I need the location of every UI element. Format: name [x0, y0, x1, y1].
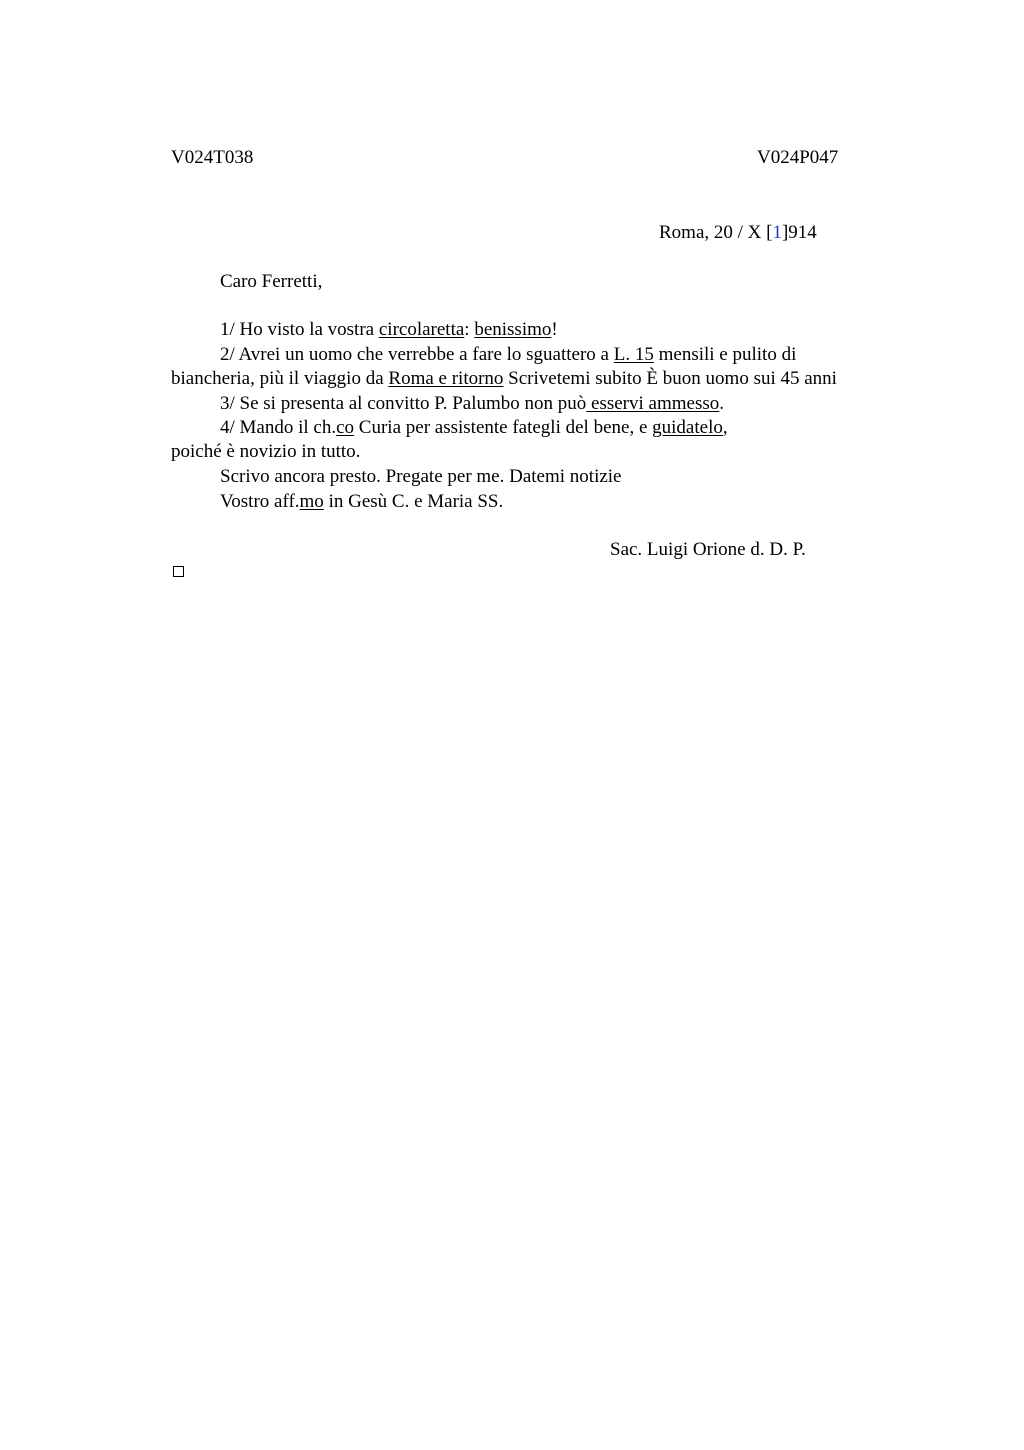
signature: Sac. Luigi Orione d. D. P. — [610, 539, 806, 560]
p2-text-b: mensili e pulito di — [653, 344, 797, 365]
salutation: Caro Ferretti, — [220, 271, 323, 292]
p2-text-c: biancheria, più il viaggio da — [171, 368, 389, 389]
p4-text-c: , — [722, 417, 728, 438]
p3-underlined-1: esservi ammesso — [586, 393, 720, 414]
closing-line-2 — [220, 490, 503, 514]
paragraph-1 — [220, 318, 558, 342]
paragraph-2-line-1 — [220, 343, 796, 367]
p1-underlined-2: benissimo — [474, 319, 552, 340]
closing-line-1: Scrivo ancora presto. Pregate per me. Datemi notizie — [220, 466, 622, 487]
paragraph-3 — [220, 392, 724, 416]
p1-underlined-1: circolaretta — [378, 319, 465, 340]
paragraph-4-line-1 — [220, 416, 728, 440]
dateline — [659, 221, 817, 245]
p4-underlined-2: guidatelo — [652, 417, 723, 438]
closing2-text-b: in Gesù C. e Maria SS. — [323, 491, 504, 512]
p4-text-b: Curia per assistente fategli del bene, e — [354, 417, 653, 438]
closing2-text-a: Vostro aff. — [220, 491, 300, 512]
p4-text-a: 4/ Mando il ch. — [220, 417, 337, 438]
closing2-underlined: mo — [299, 491, 324, 512]
header-left-code: V024T038 — [171, 147, 254, 168]
p2-underlined-2: Roma e ritorno — [388, 368, 504, 389]
p3-text-a: 3/ Se si presenta al convitto P. Palumbo non può — [220, 393, 587, 414]
paragraph-2-line-2 — [171, 367, 837, 391]
paragraph-4-line-2: poiché è novizio in tutto. — [171, 441, 361, 462]
p1-text: 1/ Ho visto la vostra — [220, 319, 379, 340]
dateline-suffix: ]914 — [781, 222, 817, 243]
p1-end: ! — [551, 319, 558, 340]
header-right-code: V024P047 — [757, 147, 839, 168]
checkbox-square-icon — [173, 566, 184, 577]
p2-underlined-1: L. 15 — [613, 344, 654, 365]
p1-colon: : — [464, 319, 475, 340]
p2-text-a: 2/ Avrei un uomo che verrebbe a fare lo sguattero a — [220, 344, 614, 365]
dateline-prefix: Roma, 20 / X [ — [659, 222, 773, 243]
dateline-bracket-digit: 1 — [772, 222, 782, 243]
p2-text-d: Scrivetemi subito È buon uomo sui 45 anni — [503, 368, 837, 389]
p3-end: . — [719, 393, 724, 414]
p4-underlined-1: co — [336, 417, 355, 438]
